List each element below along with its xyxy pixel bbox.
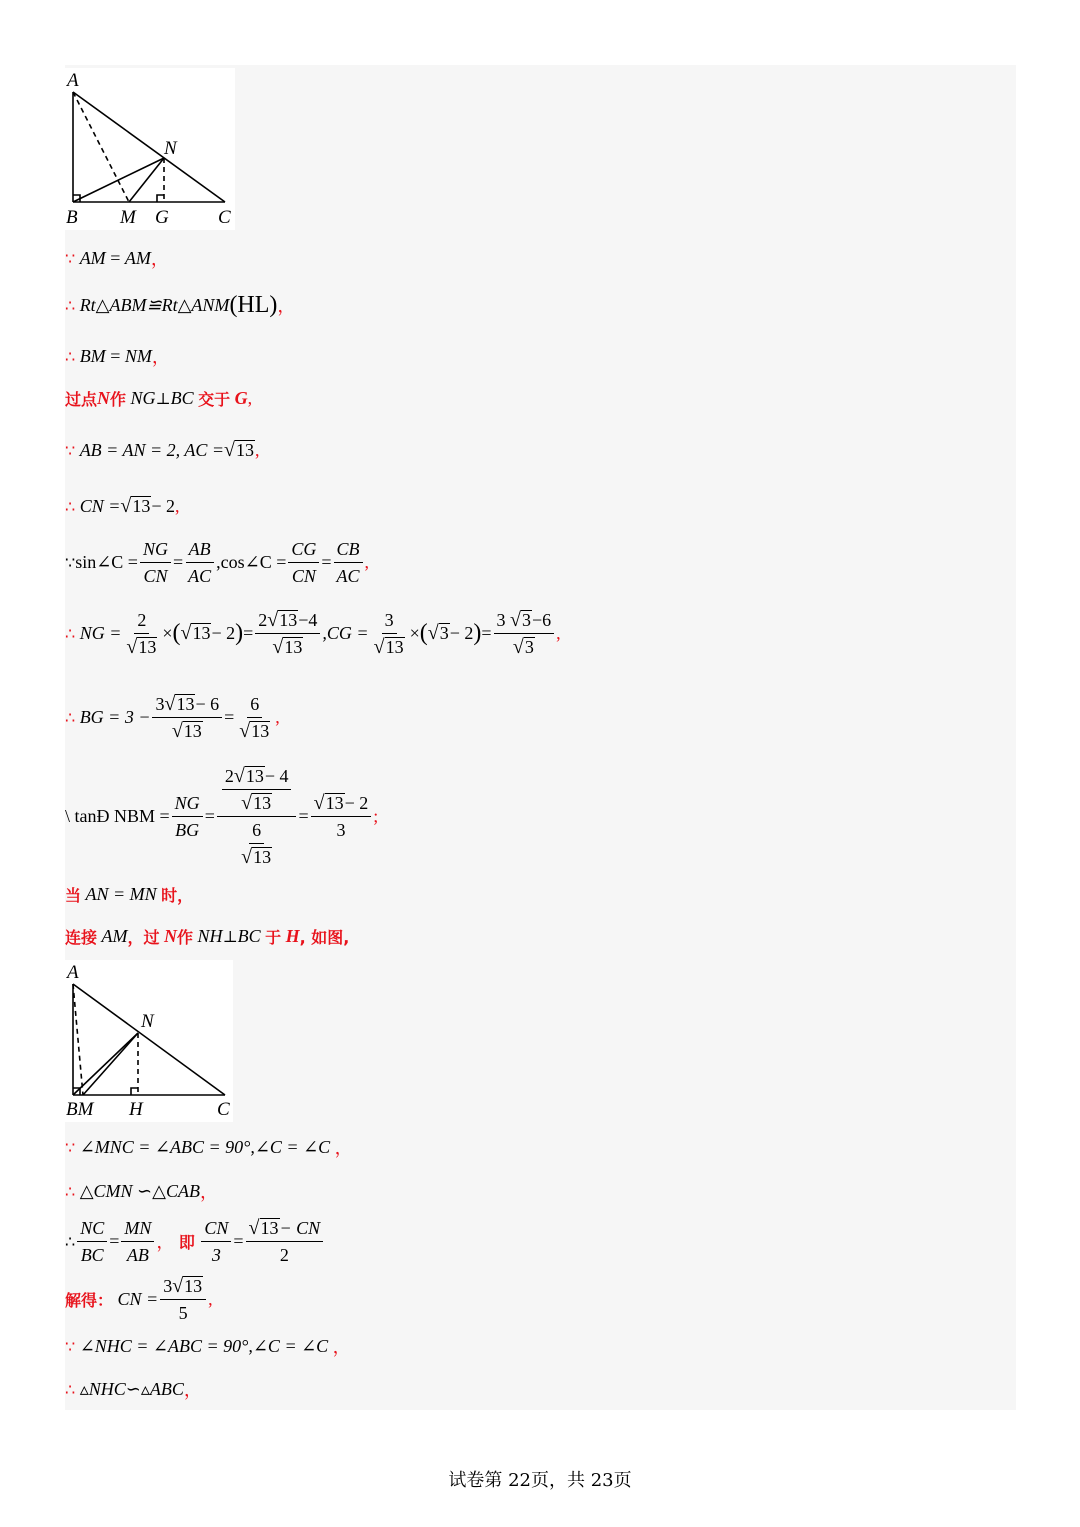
l10-f1n: NG [172, 791, 203, 817]
l9-f2n: 6 [247, 692, 262, 718]
l14-expr: △CMN ∽△CAB [79, 1180, 200, 1201]
l15-f1d: BC [80, 1244, 104, 1265]
fraction: √ 13 − 2 3 [311, 791, 372, 842]
l8-end: , [556, 622, 561, 643]
sqrt: √ 13 [223, 439, 254, 461]
l4-bc: BC [170, 387, 194, 408]
l1-eq: = [110, 247, 121, 268]
l5-text: AB = AN = 2, AC = [79, 439, 224, 460]
l7-f1d: CN [143, 565, 168, 586]
l9-fnc: − 6 [195, 693, 220, 714]
l8-r2b: 3 [522, 609, 531, 630]
fig2-label-A: A [67, 962, 79, 983]
therefore-symbol: ∴ [65, 295, 76, 315]
line-14 [65, 1179, 218, 1203]
fig2-label-BM: BM [66, 1099, 94, 1120]
fig2-label-C: C [217, 1099, 230, 1120]
fig1-label-M: M [120, 207, 136, 228]
therefore-symbol: ∴ [65, 1231, 76, 1251]
l8-m2: − 2 [211, 622, 236, 643]
l3-rhs: NM [124, 345, 152, 366]
l9-fd: 13 [183, 720, 202, 741]
sqrt: √ 13 [180, 622, 211, 644]
l10-rnb: − 2 [344, 792, 369, 813]
l10-dn: 6 [249, 818, 264, 844]
l8-f3d: 13 [385, 636, 404, 657]
l10-rna: 13 [325, 792, 344, 813]
fraction [334, 537, 363, 588]
fig1-label-C: C [218, 207, 231, 228]
line-18 [65, 1377, 202, 1401]
l6-tail: − 2 [151, 495, 175, 516]
therefore-symbol: ∴ [65, 1181, 76, 1201]
times-symbol: × [162, 622, 173, 643]
l3-end: ， [151, 347, 170, 367]
l17-end: ， [332, 1337, 351, 1357]
l7-f2n: AB [186, 537, 214, 563]
because-symbol: ∵ [65, 1137, 76, 1157]
l7-sin: sin∠C = [75, 551, 138, 572]
l16-text: CN = [117, 1288, 159, 1309]
l18-expr: ▵NHC∽▵ABC [79, 1378, 184, 1399]
l10-f1d: BG [175, 819, 200, 840]
l7-f3d: CN [291, 565, 316, 586]
l8-cg: ,CG = [322, 622, 369, 643]
line-3 [65, 344, 170, 368]
line-8: ∴ NG = 2 √ 13 × ( √ 13 − 2 ) = 2 √ 13 −4 √ 13 ,CG = 3 √ 13 × ( √ 3 − 2 ) = 3 √ 3 −6 √ 3 , [65, 608, 561, 658]
because-symbol: ∵ [65, 552, 76, 572]
l16-end: , [208, 1288, 213, 1309]
l8-rad2: 3 [439, 623, 449, 643]
l8-r1c: −4 [298, 609, 318, 630]
line-2 [65, 291, 295, 319]
l8-r2a: 3 [496, 609, 506, 630]
fig1-label-N: N [164, 138, 177, 159]
l10-tan: tanÐ NBM = [74, 805, 170, 826]
fig1-label-A: A [67, 70, 79, 91]
l8-f1d: 13 [138, 636, 157, 657]
l7-f2d: AC [188, 565, 212, 586]
l4-N: N [97, 387, 111, 408]
fraction: 2 √ 13 − 4 √ 13 [222, 764, 292, 815]
line-13 [65, 1135, 353, 1159]
l5-rad: 13 [235, 440, 254, 460]
fig1-label-B: B [66, 207, 78, 228]
fraction: 2 √ 13 −4 √ 13 [255, 608, 320, 659]
l8-r2d: 3 [524, 636, 534, 657]
l12-text-3: 作 [177, 927, 194, 947]
l4-text-1: 过点 [65, 389, 98, 409]
fraction: 2 √ 13 [126, 609, 157, 658]
l6-text: CN = [79, 495, 121, 516]
line-17 [65, 1334, 351, 1358]
l15-ji: 即 [178, 1232, 195, 1252]
l7-cos: ,cos∠C = [216, 551, 287, 572]
fraction: 6 √ 13 [241, 819, 272, 868]
l4-end: , [247, 387, 253, 408]
l15-f3n: CN [201, 1216, 231, 1242]
l15-f1n: NC [77, 1216, 107, 1242]
l15-comma: ， [156, 1232, 175, 1252]
l1-end: ， [150, 249, 169, 269]
therefore-symbol: ∴ [65, 707, 76, 727]
l16-fnb: 13 [184, 1275, 203, 1296]
fraction [140, 537, 171, 588]
l4-text-3: 交于 [198, 389, 231, 409]
sqrt: √ 3 [427, 622, 449, 644]
l5-end: , [254, 439, 260, 460]
l3-eq: = [110, 345, 121, 366]
line-7: ∵ sin∠C = $\frac{NG}{CN}$ = $\frac{AB}{AC}$ ,cos∠C = $\frac{CG}{CN}$ = $\frac{CB}{AC}$ , [65, 538, 370, 586]
l13-expr: ∠MNC = ∠ABC = 90°,∠C = ∠C [79, 1136, 331, 1157]
l9-f2d: 13 [251, 720, 270, 741]
l10-nd: 13 [253, 792, 272, 813]
l4-text-2: 作 [110, 389, 127, 409]
l10-nb: 13 [245, 765, 264, 786]
fig2-label-N: N [141, 1011, 154, 1032]
l7-f4d: AC [336, 565, 360, 586]
l15-eq2: = [233, 1230, 244, 1251]
line-4 [65, 386, 252, 410]
l10-rd: 3 [336, 819, 346, 840]
l10-eq: = [204, 805, 215, 826]
l2-end: ， [277, 296, 296, 316]
l16-fd: 5 [178, 1302, 188, 1323]
therefore-symbol: ∴ [65, 346, 76, 366]
l10-eq2: = [298, 805, 309, 826]
l9-end: , [275, 706, 280, 727]
l10-dd: 13 [253, 846, 272, 867]
l7-f1n: NG [140, 537, 171, 563]
l10-nc: − 4 [264, 765, 289, 786]
l7-end: , [364, 551, 370, 572]
line-16 [65, 1272, 213, 1326]
l17-expr: ∠NHC = ∠ABC = 90°,∠C = ∠C [79, 1335, 329, 1356]
therefore-symbol: ∴ [65, 496, 76, 516]
l9-fnb: 13 [176, 693, 195, 714]
perp-symbol: ⊥ [155, 388, 171, 408]
fraction [172, 791, 203, 842]
l12-bc: BC [237, 925, 261, 946]
fraction: 3 √ 13 − 6 √ 13 [152, 692, 222, 743]
l18-end: ， [183, 1380, 202, 1400]
line-11 [65, 882, 193, 906]
therefore-symbol: ∴ [65, 1379, 76, 1399]
l15-f2n: MN [121, 1216, 154, 1242]
l8-r2c: −6 [532, 609, 552, 630]
l8-f3n: 3 [382, 608, 397, 634]
line-10 [65, 764, 378, 868]
l16-fna: 3 [163, 1275, 173, 1296]
fraction [288, 537, 319, 588]
l12-nh: NH [197, 925, 223, 946]
fraction: 3 √ 13 [373, 609, 404, 658]
line-12 [65, 924, 349, 948]
l7-f3n: CG [288, 537, 319, 563]
line-1 [65, 246, 169, 270]
l11-text-2: 时， [161, 885, 194, 905]
fraction: 3 √ 3 −6 √ 3 [494, 608, 555, 659]
fraction [185, 537, 214, 588]
fraction [201, 1216, 231, 1267]
fraction: 6 √ 13 [239, 693, 270, 742]
l12-text-1: 连接 [65, 927, 98, 947]
l8-m2b: − 2 [449, 622, 474, 643]
l12-text-2: ，过 [127, 927, 160, 947]
fig1-label-G: G [155, 207, 169, 228]
l9-eq: = [224, 706, 235, 727]
fraction [77, 1216, 107, 1267]
compound-fraction [217, 764, 297, 869]
fraction [121, 1216, 154, 1267]
line-9 [65, 690, 280, 744]
l12-text-5: , 如图, [299, 927, 350, 947]
page-footer: 试卷第 22页，共 23页 [448, 1470, 632, 1491]
line-6 [65, 493, 180, 519]
therefore-symbol: ∴ [65, 623, 76, 643]
l16-jiede: 解得： [65, 1290, 114, 1310]
because-symbol: ∵ [65, 440, 76, 460]
figure-triangle-2 [65, 960, 233, 1122]
l8-f1n: 2 [134, 608, 149, 634]
l10-na: 2 [224, 765, 234, 786]
fraction: √ 13 − CN 2 [246, 1216, 324, 1267]
l12-H: H [285, 925, 300, 946]
l12-am: AM [101, 925, 128, 946]
l14-end: ， [199, 1182, 218, 1202]
l9-fna: 3 [155, 693, 165, 714]
l11-expr: AN = MN [85, 883, 157, 904]
line-5 [65, 437, 259, 463]
l8-r1b: 13 [279, 609, 298, 630]
l15-f2d: AB [126, 1244, 149, 1265]
l13-end: ， [334, 1138, 353, 1158]
line-15 [65, 1214, 325, 1268]
l8-ng: NG = [79, 622, 122, 643]
because-symbol: ∵ [65, 1336, 76, 1356]
l15-rad: 13 [260, 1217, 279, 1238]
l8-rad: 13 [192, 623, 211, 643]
l11-text-1: 当 [65, 885, 82, 905]
fig2-label-H: H [129, 1099, 143, 1120]
l6-end: , [175, 495, 180, 516]
because-symbol: ∵ [65, 248, 76, 268]
l2-hl: (HL) [229, 291, 278, 318]
l15-f4d: 2 [279, 1244, 289, 1265]
l4-G: G [234, 387, 248, 408]
l12-N: N [164, 925, 178, 946]
times-symbol: × [409, 622, 420, 643]
l15-eq: = [109, 1230, 120, 1251]
l8-r1a: 2 [258, 609, 268, 630]
l4-ng: NG [130, 387, 156, 408]
l9-text: BG = 3 − [79, 706, 151, 727]
perp-symbol: ⊥ [222, 926, 238, 946]
l1-lhs: AM [79, 247, 106, 268]
fraction: 3 √ 13 5 [160, 1274, 206, 1325]
l8-r1d: 13 [284, 636, 303, 657]
l15-f3d: 3 [211, 1244, 221, 1265]
l10-end: ; [373, 805, 379, 826]
l1-rhs: AM [124, 247, 151, 268]
l3-lhs: BM [79, 345, 106, 366]
l2-expr: Rt△ABM≌Rt△ANM [79, 294, 230, 315]
l6-rad: 13 [132, 496, 151, 516]
l10-backslash: \ [65, 805, 71, 826]
l15-tail: − CN [279, 1217, 321, 1238]
l7-f4n: CB [334, 537, 363, 563]
figure-triangle-1 [65, 68, 235, 230]
l12-text-4: 于 [265, 927, 282, 947]
sqrt: √ 13 [120, 495, 151, 517]
